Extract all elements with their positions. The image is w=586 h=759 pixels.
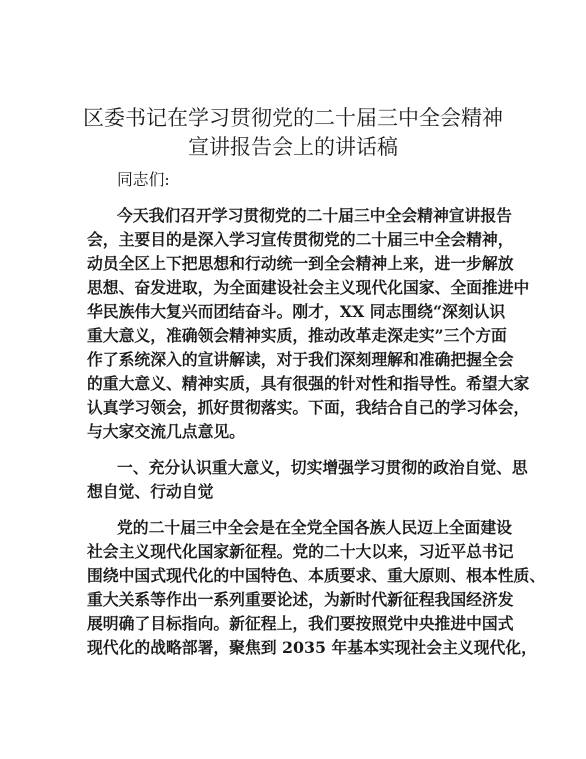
section-heading: 想自觉、行动自觉 bbox=[87, 482, 214, 501]
paragraph-line: 社会主义现代化国家新征程。党的二十大以来，习近平总书记 bbox=[87, 542, 514, 561]
paragraph-line: 认真学习领会，抓好贯彻落实。下面，我结合自己的学习体会， bbox=[87, 398, 530, 417]
paragraph-line: 会，主要目的是深入学习宣传贯彻党的二十届三中全会精神， bbox=[87, 230, 514, 249]
document-title-line-1: 区委书记在学习贯彻党的二十届三中全会精神 bbox=[83, 106, 503, 130]
paragraph-line: 展明确了目标指向。新征程上，我们要按照党中央推进中国式 bbox=[87, 614, 514, 633]
paragraph-line: 重大意义，准确领会精神实质，推动改革走深走实”三个方面 bbox=[87, 326, 507, 345]
greeting: 同志们: bbox=[117, 170, 170, 189]
paragraph-line: 现代化的战略部署，聚焦到 2035 年基本实现社会主义现代化， bbox=[87, 638, 537, 657]
paragraph-line: 华民族伟大复兴而团结奋斗。刚才，XX 同志围绕“深刻认识 bbox=[87, 302, 506, 321]
paragraph-line: 今天我们召开学习贯彻党的二十届三中全会精神宣讲报告 bbox=[117, 206, 512, 225]
paragraph-line: 围绕中国式现代化的中国特色、本质要求、重大原则、根本性质、 bbox=[87, 566, 546, 585]
paragraph-line: 重大关系等作出一系列重要论述，为新时代新征程我国经济发 bbox=[87, 590, 514, 609]
paragraph-line: 党的二十届三中全会是在全党全国各族人民迈上全面建设 bbox=[117, 518, 512, 537]
section-heading: 一、充分认识重大意义，切实增强学习贯彻的政治自觉、思 bbox=[117, 458, 528, 477]
paragraph-line: 的重大意义、精神实质，具有很强的针对性和指导性。希望大家 bbox=[87, 374, 530, 393]
paragraph-line: 动员全区上下把思想和行动统一到全会精神上来，进一步解放 bbox=[87, 254, 514, 273]
paragraph-line: 思想、奋发进取，为全面建设社会主义现代化国家、全面推进中 bbox=[87, 278, 530, 297]
paragraph-line: 作了系统深入的宣讲解读，对于我们深刻理解和准确把握全会 bbox=[87, 350, 514, 369]
paragraph-line: 与大家交流几点意见。 bbox=[87, 422, 245, 441]
document-title-line-2: 宣讲报告会上的讲话稿 bbox=[188, 135, 398, 159]
